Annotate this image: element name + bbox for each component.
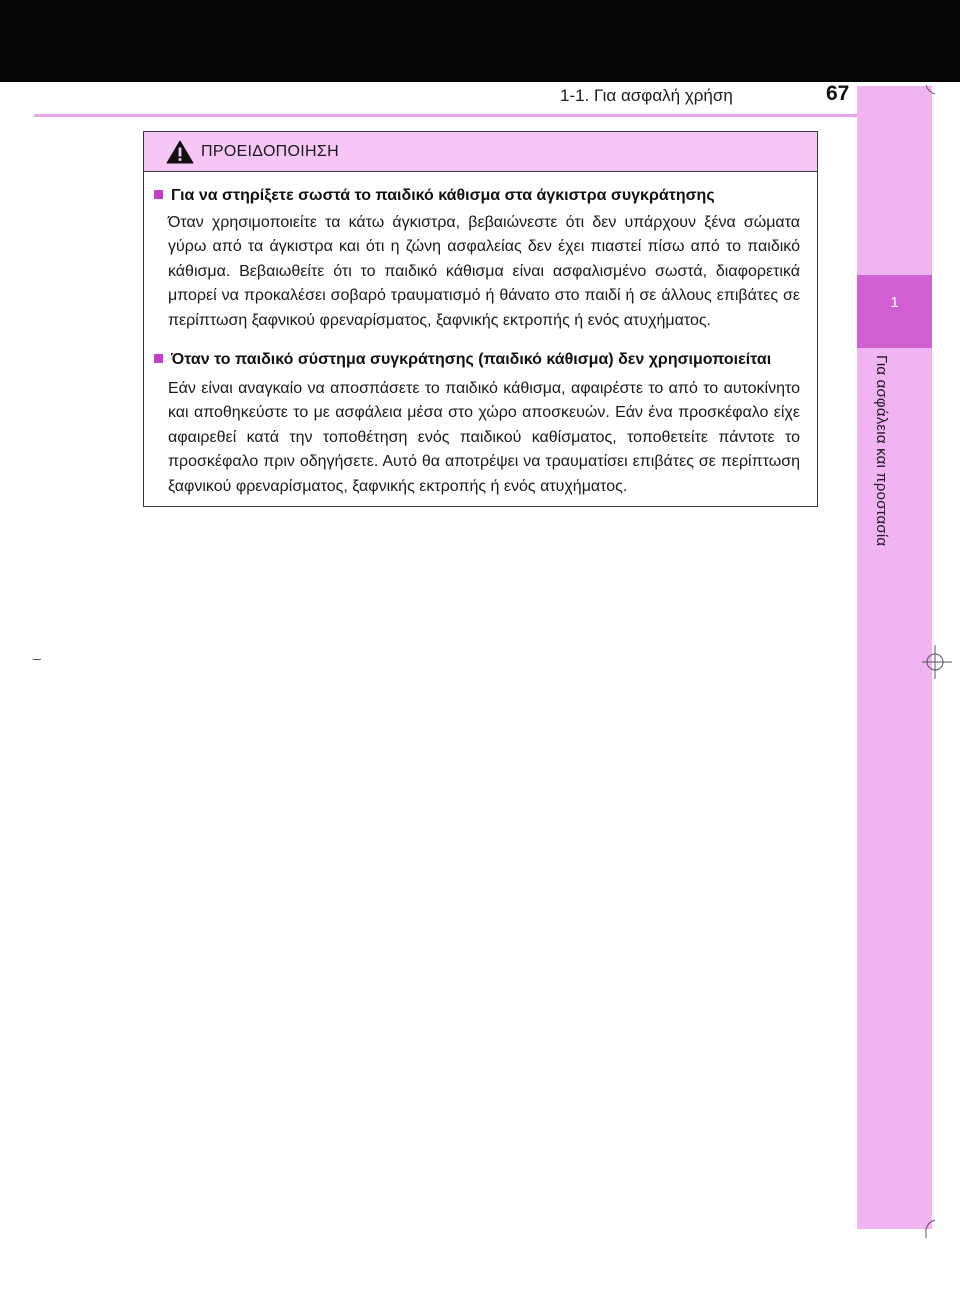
section-body: Εάν είναι αναγκαίο να αποσπάσετε το παιδικό κάθισμα, αφαιρέστε το από το αυτοκίνητο και αποθηκεύστε το με ασφάλεια μέσα στο χώρο αποσκευών. Εάν ένα προσκέφαλο είχε αφαιρεθεί κατά την τοποθέτηση ενός παιδικού καθίσματος, τοποθετείτε πάντοτε το προσκέφαλο πριν οδηγήσετε. Αυτό θα αποτρέψει να τραυματίσει επιβάτες σε περίπτωση ξαφνικού φρεναρίσματος, ξαφνικής εκτροπής ή ενός ατυχήματος. bbox=[168, 380, 800, 495]
crop-mark-top-right-icon bbox=[925, 84, 939, 98]
crop-mark-left bbox=[33, 659, 41, 660]
square-bullet-icon bbox=[154, 190, 163, 199]
square-bullet-icon bbox=[154, 354, 163, 363]
warning-title: ΠΡΟΕΙΔΟΠΟΙΗΣΗ bbox=[201, 143, 339, 160]
page-number: 67 bbox=[826, 82, 850, 105]
section-heading bbox=[154, 187, 715, 205]
section-heading-text: Όταν το παιδικό σύστημα συγκράτησης (παιδικό κάθισμα) δεν χρησιμοποιείται bbox=[171, 351, 772, 368]
warning-box bbox=[143, 131, 818, 507]
section-heading bbox=[154, 351, 771, 369]
section-body: Όταν χρησιμοποιείτε τα κάτω άγκιστρα, βεβαιώνεστε ότι δεν υπάρχουν ξένα σώματα γύρω από τα άγκιστρα και ότι η ζώνη ασφαλείας δεν έχει πιαστεί πίσω από το παιδικό κάθισμα. Βεβαιωθείτε ότι το παιδικό κάθισμα είναι ασφαλισμένο σωστά, διαφορετικά μπορεί να προκαλέσει σοβαρό τραυματισμό ή θάνατο στο παιδί ή σε άλλους επιβάτες σε περίπτωση ξαφνικού φρεναρίσματος, ξαφνικής εκτροπής ή ενός ατυχήματος. bbox=[168, 214, 800, 329]
warning-triangle-icon bbox=[166, 140, 194, 164]
registration-mark-right-icon bbox=[918, 645, 952, 679]
chapter-number-tab: 1 bbox=[857, 275, 932, 348]
section-heading-text: Για να στηρίξετε σωστά το παιδικό κάθισμα στα άγκιστρα συγκράτησης bbox=[171, 187, 715, 204]
warning-header bbox=[144, 132, 817, 172]
top-black-bar bbox=[0, 0, 960, 82]
chapter-title-vertical: Για ασφάλεια και προστασία bbox=[873, 355, 890, 547]
crop-mark-bottom-right-icon bbox=[925, 1219, 939, 1239]
running-header-section: 1-1. Για ασφαλή χρήση bbox=[560, 86, 733, 105]
header-rule bbox=[34, 114, 930, 117]
